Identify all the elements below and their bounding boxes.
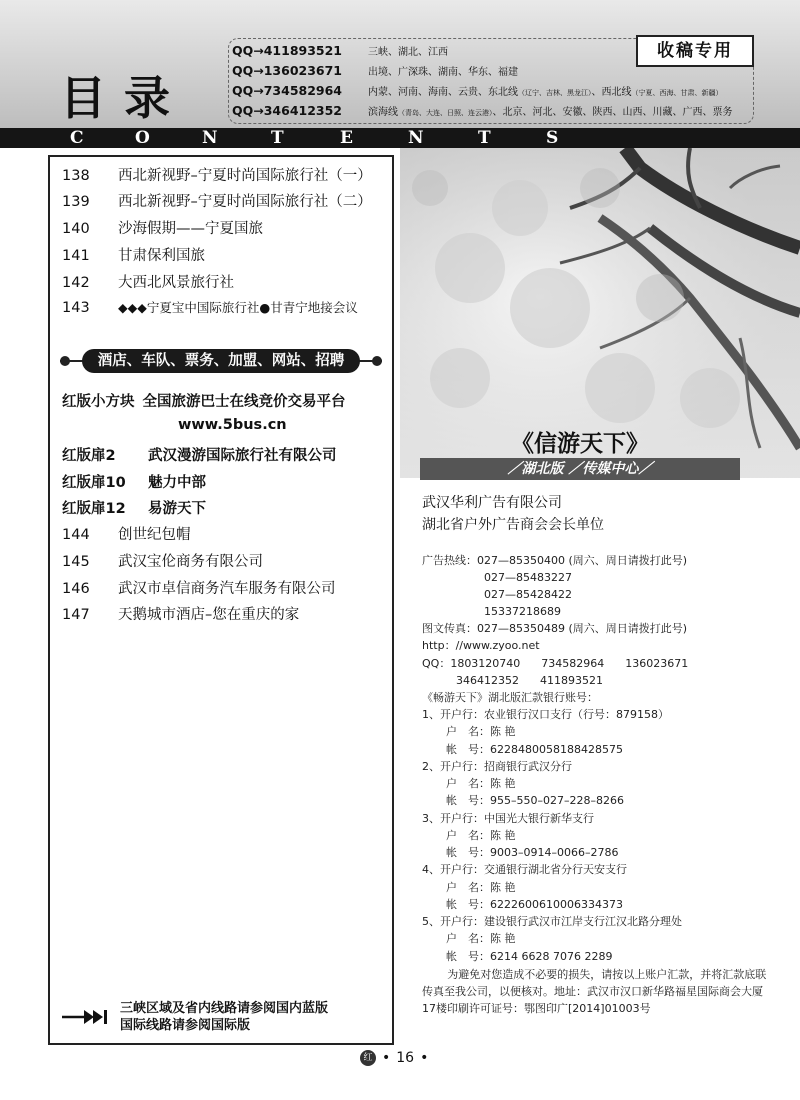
toc-title: 创世纪包帽 <box>118 527 191 543</box>
toc-page-number: 140 <box>62 221 90 237</box>
contents-letter: O <box>135 128 150 148</box>
edition-banner: ／湖北版 ／传媒中心／ <box>420 458 740 480</box>
ad-label: 红版扉12 <box>62 501 126 517</box>
toc-page-number: 138 <box>62 168 90 184</box>
bank-account-holder: 户 名：陈 艳 <box>446 829 516 842</box>
toc-title: 大西北风景旅行社 <box>118 275 234 291</box>
bank-name: 3、开户行：中国光大银行新华支行 <box>422 812 594 825</box>
footnote-text <box>120 1000 328 1034</box>
qq-areas <box>368 103 733 118</box>
bank-name: 4、开户行：交通银行湖北省分行天安支行 <box>422 863 627 876</box>
toc-title: 武汉宝伦商务有限公司 <box>118 554 263 570</box>
contents-bar <box>0 128 800 148</box>
bank-account-number: 帐 号：9003–0914–0066–2786 <box>446 846 619 859</box>
page-title: 目录 <box>60 71 188 125</box>
qq-areas: 出境、广深珠、湖南、华东、福建 <box>368 66 518 78</box>
bank-account-number: 帐 号：6222600610006334373 <box>446 898 623 911</box>
hotline-label: 广告热线： <box>422 554 477 567</box>
toc-title: 西北新视野–宁夏时尚国际旅行社（二） <box>118 194 372 210</box>
qq-number: QQ→411893521 <box>232 42 343 58</box>
ad-item[interactable] <box>62 444 337 465</box>
footnote-line: 国际线路请参阅国际版 <box>120 1018 251 1033</box>
toc-page-number: 147 <box>62 607 90 623</box>
toc-item[interactable] <box>62 603 299 624</box>
qq-areas-more: 、北京、河北、安徽、陕西、山西、川藏、广西、票务 <box>492 106 733 118</box>
magazine-title: 《信游天下》 <box>511 430 649 457</box>
ad-label: 红版扉10 <box>62 475 126 491</box>
ad-title: 易游天下 <box>148 501 206 517</box>
contact-fax: 图文传真：027—85350489 (周六、周日请拨打此号) <box>422 622 688 635</box>
toc-page-number: 145 <box>62 554 90 570</box>
page-footer <box>360 1050 428 1066</box>
qq-row <box>232 40 448 60</box>
ad-item[interactable] <box>62 471 206 492</box>
qq-areas-note: （宁夏、西海、甘肃、新疆） <box>631 88 723 97</box>
qq-row <box>232 100 733 120</box>
qq-row <box>232 60 518 80</box>
hotline-number: 027—85428422 <box>484 588 572 601</box>
contact-hotline <box>422 552 687 569</box>
contents-letter: N <box>408 128 424 148</box>
ad-label: 红版小方块 <box>62 394 135 410</box>
ad-item[interactable] <box>62 497 206 518</box>
contents-letter: T <box>271 128 284 148</box>
company-name: 武汉华利广告有限公司 <box>422 495 562 511</box>
bank-account-number: 帐 号：6228480058188428575 <box>446 743 623 756</box>
closing-note: 为避免对您造成不必要的损失，请按以上账户汇款，并将汇款底联传真至我公司，以便核对。地址：武汉市汉口新华路福星国际商会大厦17楼印刷许可证号：鄂图印广[2014]01003号 <box>422 968 767 1016</box>
toc-item[interactable] <box>62 298 358 316</box>
toc-item[interactable] <box>62 244 205 265</box>
toc-page-number: 142 <box>62 275 90 291</box>
contents-letter: E <box>340 128 353 148</box>
contents-letter: S <box>546 128 559 148</box>
bullet-icon <box>60 356 70 366</box>
hotline-number: 027—85483227 <box>484 571 572 584</box>
qq-number: QQ→136023671 <box>232 62 343 78</box>
qq-number: QQ→346412352 <box>232 102 343 118</box>
bullet-icon: • <box>382 1050 391 1066</box>
bank-name: 1、开户行：农业银行汉口支行（行号：879158） <box>422 708 669 721</box>
toc-page-number: 139 <box>62 194 90 210</box>
ad-title: 全国旅游巴士在线竞价交易平台 <box>142 394 346 410</box>
bank-account-number: 帐 号：6214 6628 7076 2289 <box>446 950 613 963</box>
footnote-line: 三峡区域及省内线路请参阅国内蓝版 <box>120 1001 329 1016</box>
hotline-number: 027—85350400 (周六、周日请拨打此号) <box>477 554 688 567</box>
qq-areas-note: （青岛、大连、日照、连云港） <box>398 108 493 117</box>
toc-title: 天鹅城市酒店–您在重庆的家 <box>118 607 300 623</box>
toc-title: 沙海假期——宁夏国旅 <box>118 221 263 237</box>
toc-item[interactable] <box>62 523 191 544</box>
toc-page-number: 141 <box>62 248 90 264</box>
hotline-number: 15337218689 <box>484 605 561 618</box>
company-subtitle: 湖北省户外广告商会会长单位 <box>422 517 604 533</box>
ad-title: 武汉漫游国际旅行社有限公司 <box>148 448 337 464</box>
bank-name: 5、开户行：建设银行武汉市江岸支行江汉北路分理处 <box>422 915 682 928</box>
ad-title: 魅力中部 <box>148 475 206 491</box>
toc-item[interactable] <box>62 271 234 292</box>
section-title: 酒店、车队、票务、加盟、网站、招聘 <box>82 349 360 373</box>
toc-item[interactable] <box>62 164 372 185</box>
bank-account-holder: 户 名：陈 艳 <box>446 777 516 790</box>
qq-number: QQ→734582964 <box>232 82 343 98</box>
edition-badge: 红 <box>360 1050 376 1066</box>
submission-badge: 收稿专用 <box>636 35 754 67</box>
page-number: 16 <box>396 1050 415 1066</box>
bank-account-number: 帐 号：955–550–027–228–8266 <box>446 794 624 807</box>
contents-letter: C <box>70 128 84 148</box>
toc-item[interactable] <box>62 550 263 571</box>
contents-letter: N <box>202 128 218 148</box>
contents-letter: T <box>478 128 491 148</box>
bank-account-holder: 户 名：陈 艳 <box>446 881 516 894</box>
toc-page-number: 143 <box>62 300 90 316</box>
toc-page-number: 146 <box>62 581 90 597</box>
toc-title: ◆◆◆宁夏宝中国际旅行社●甘青宁地接会议 <box>118 300 358 315</box>
toc-item[interactable] <box>62 190 372 211</box>
toc-page-number: 144 <box>62 527 90 543</box>
ad-label: 红版扉2 <box>62 448 116 464</box>
toc-title: 甘肃保利国旅 <box>118 248 205 264</box>
section-header <box>60 349 382 373</box>
qq-areas-note: （辽宁、吉林、黑龙江） <box>518 88 592 97</box>
bullet-icon: • <box>420 1050 429 1066</box>
bullet-icon <box>372 356 382 366</box>
contact-qq: 346412352 411893521 <box>456 674 603 687</box>
header <box>0 0 800 150</box>
bank-account-holder: 户 名：陈 艳 <box>446 932 516 945</box>
bank-account-holder: 户 名：陈 艳 <box>446 725 516 738</box>
ad-url[interactable]: www.5bus.cn <box>178 417 287 433</box>
qq-areas-main: 滨海线 <box>368 106 398 118</box>
toc-item[interactable] <box>62 577 336 598</box>
qq-areas: 三峡、湖北、江西 <box>368 46 448 58</box>
qq-areas-main: 内蒙、河南、海南、云贵、东北线 <box>368 86 518 98</box>
qq-row <box>232 80 723 100</box>
contact-website[interactable]: http：//www.zyoo.net <box>422 639 540 652</box>
account-title: 《畅游天下》湖北版汇款银行账号： <box>422 691 598 704</box>
toc-item[interactable] <box>62 217 263 238</box>
fast-forward-arrow-icon <box>62 1008 110 1026</box>
toc-title: 武汉市卓信商务汽车服务有限公司 <box>118 581 336 597</box>
qq-areas <box>368 83 723 98</box>
ad-block[interactable] <box>62 390 346 411</box>
contact-qq: QQ：1803120740 734582964 136023671 <box>422 657 689 670</box>
toc-title: 西北新视野–宁夏时尚国际旅行社（一） <box>118 168 372 184</box>
bank-name: 2、开户行：招商银行武汉分行 <box>422 760 572 773</box>
qq-areas-more: 、西北线 <box>591 86 632 98</box>
